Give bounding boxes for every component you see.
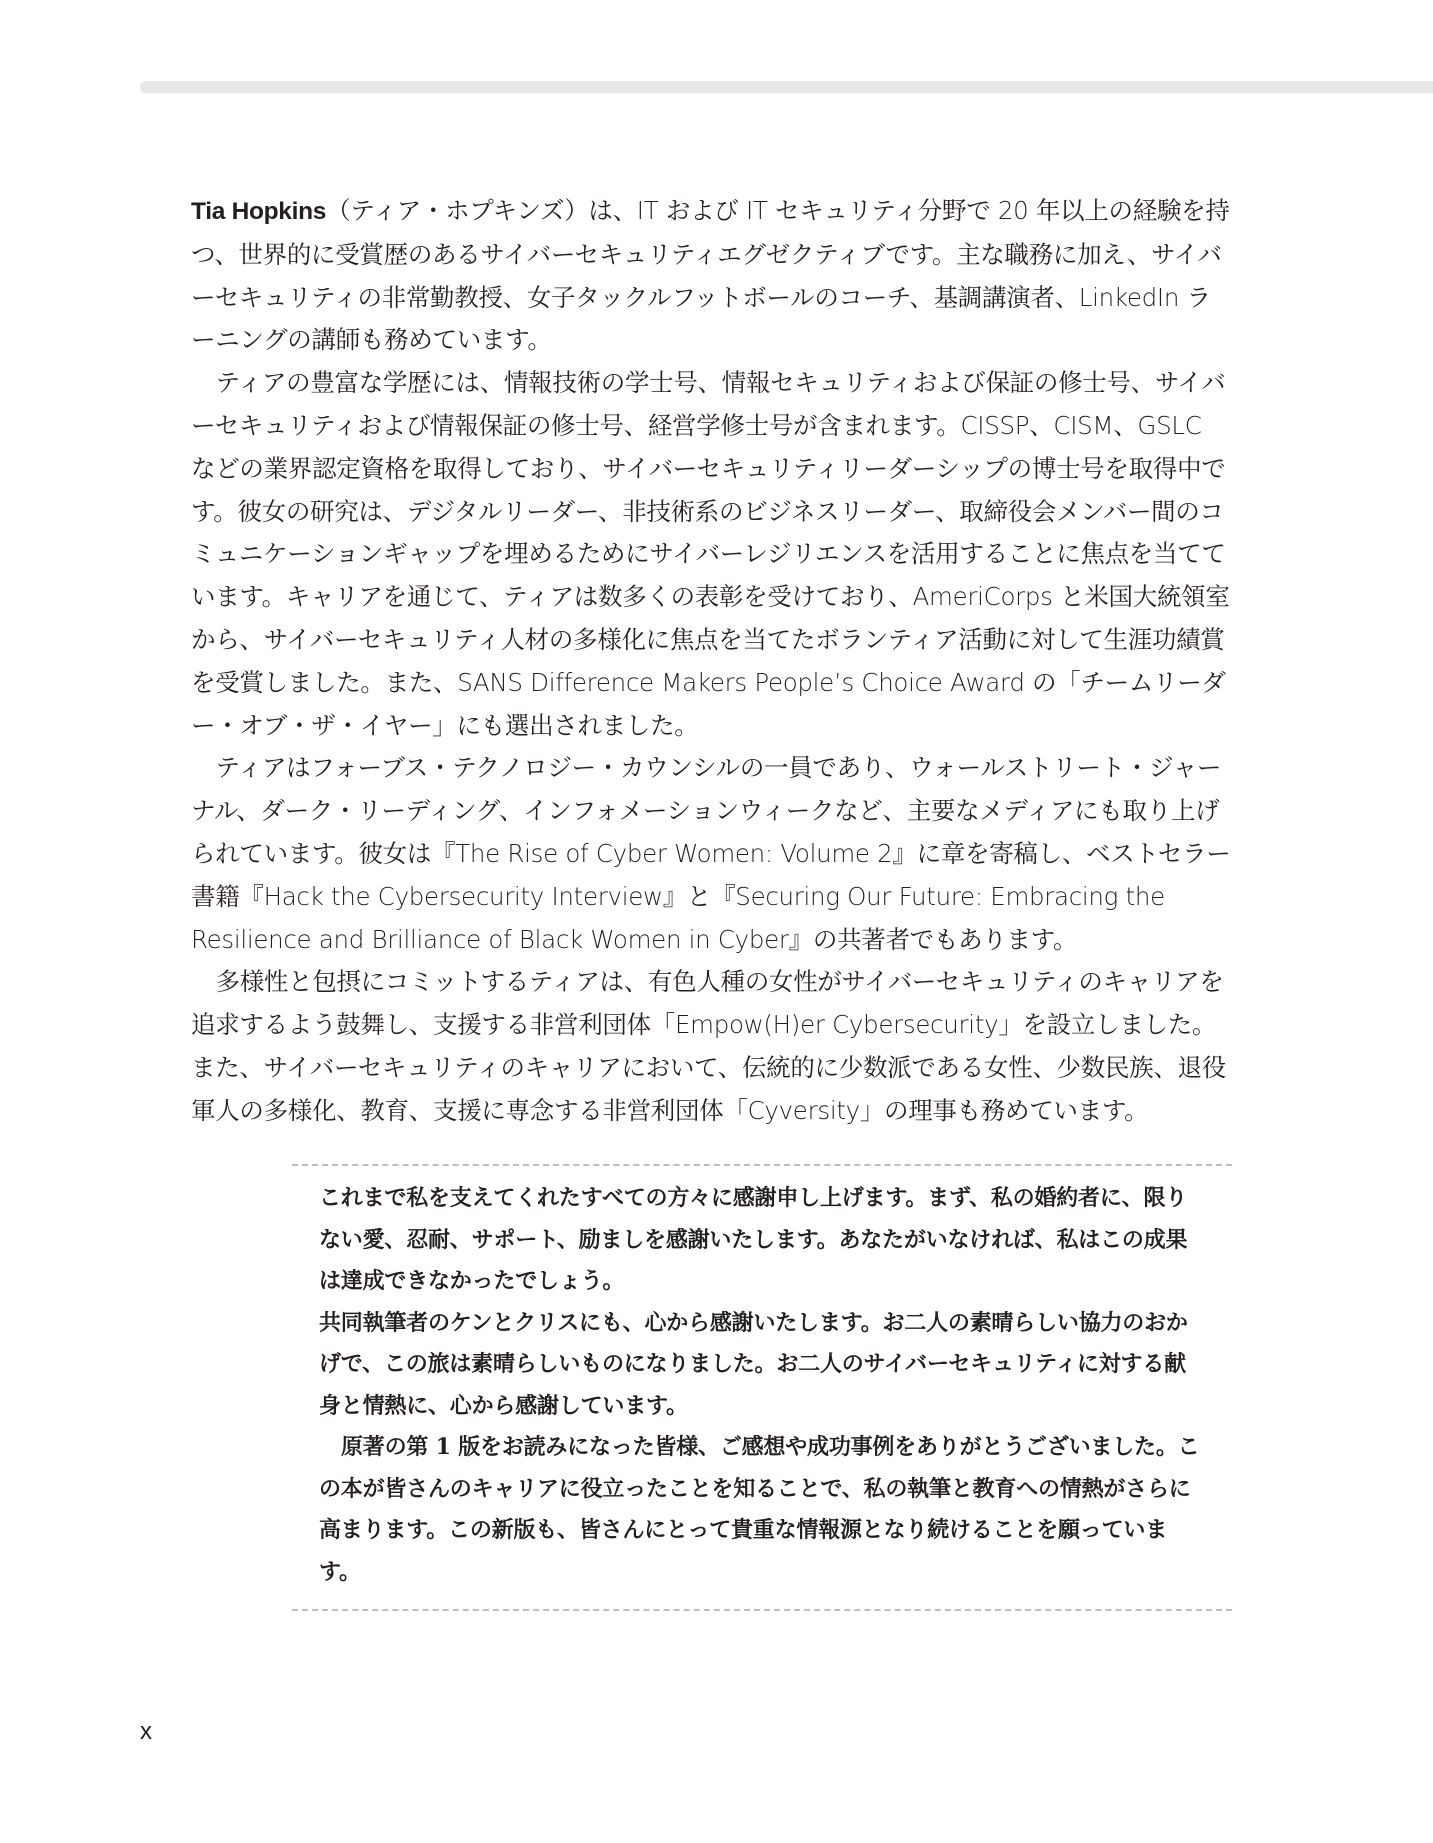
acknowledgment-paragraph-3: 原著の第 1 版をお読みになった皆様、ご感想や成功事例をありがとうございました。この本が皆さんのキャリアに役立ったことを知ることで、私の執筆と教育への情熱がさらに高まります。この新版も、皆さんにとって貴重な情報源となり続けることを願っています。 xyxy=(319,1434,1200,1585)
bio-paragraph-3: ティアはフォーブス・テクノロジー・カウンシルの一員であり、ウォールストリート・ジャーナル、ダーク・リーディング、インフォメーションウィークなど、主要なメディアにも取り上げられています。彼女は『The Rise of Cyber Women: Volume 2』に章を寄稿し、ベストセラー書籍『Hack the Cybersecurity Interview』と『Securing Our Future: Embracing the Resilience and Brilliance of Black Women in Cyber』の共著者でもあります。 xyxy=(191,753,1231,954)
bio-paragraph-4: 多様性と包摂にコミットするティアは、有色人種の女性がサイバーセキュリティのキャリアを追求するよう鼓舞し、支援する非営利団体「Empow(H)er Cybersecurity」を設立しました。また、サイバーセキュリティのキャリアにおいて、伝統的に少数派である女性、少数民族、退役軍人の多様化、教育、支援に専念する非営利団体「Cyversity」の理事も務めています。 xyxy=(191,967,1226,1125)
bio-paragraph-1-text: （ティア・ホプキンズ）は、IT および IT セキュリティ分野で 20 年以上の経験を持つ、世界的に受賞歴のあるサイバーセキュリティエグゼクティブです。主な職務に加え、サイバーセキュリティの非常勤教授、女子タックルフットボールのコーチ、基調講演者、LinkedIn ラーニングの講師も務めています。 xyxy=(191,196,1230,355)
bio-paragraph-2: ティアの豊富な学歴には、情報技術の学士号、情報セキュリティおよび保証の修士号、サイバーセキュリティおよび情報保証の修士号、経営学修士号が含まれます。CISSP、CISM、GSLC などの業界認定資格を取得しており、サイバーセキュリティリーダーシップの博士号を取得中です。彼女の研究は、デジタルリーダー、非技術系のビジネスリーダー、取締役会メンバー間のコミュニケーションギャップを埋めるためにサイバーレジリエンスを活用することに焦点を当てています。キャリアを通じて、ティアは数多くの表彰を受けており、AmeriCorps と米国大統領室から、サイバーセキュリティ人材の多様化に焦点を当てたボランティア活動に対して生涯功績賞を受賞しました。また、SANS Difference Makers People’s Choice Award の「チームリーダー・オブ・ザ・イヤー」にも選出されました。 xyxy=(191,368,1230,740)
bio-paragraph-1 xyxy=(191,190,1231,362)
acknowledgment-paragraph-2: 共同執筆者のケンとクリスにも、心から感謝いたします。お二人の素晴らしい協力のおかげで、この旅は素晴らしいものになりました。お二人のサイバーセキュリティに対する献身と情熱に、心から感謝しています。 xyxy=(319,1309,1188,1419)
acknowledgment-box xyxy=(292,1164,1232,1611)
header-rule xyxy=(140,81,1433,93)
author-bio xyxy=(191,190,1231,1133)
page-number: x xyxy=(140,1718,152,1745)
acknowledgment-text xyxy=(319,1178,1204,1593)
author-name: Tia Hopkins xyxy=(191,198,327,225)
acknowledgment-paragraph-1: これまで私を支えてくれたすべての方々に感謝申し上げます。まず、私の婚約者に、限りない愛、忍耐、サポート、励ましを感謝いたします。あなたがいなければ、私はこの成果は達成できなかったでしょう。 xyxy=(319,1185,1188,1294)
